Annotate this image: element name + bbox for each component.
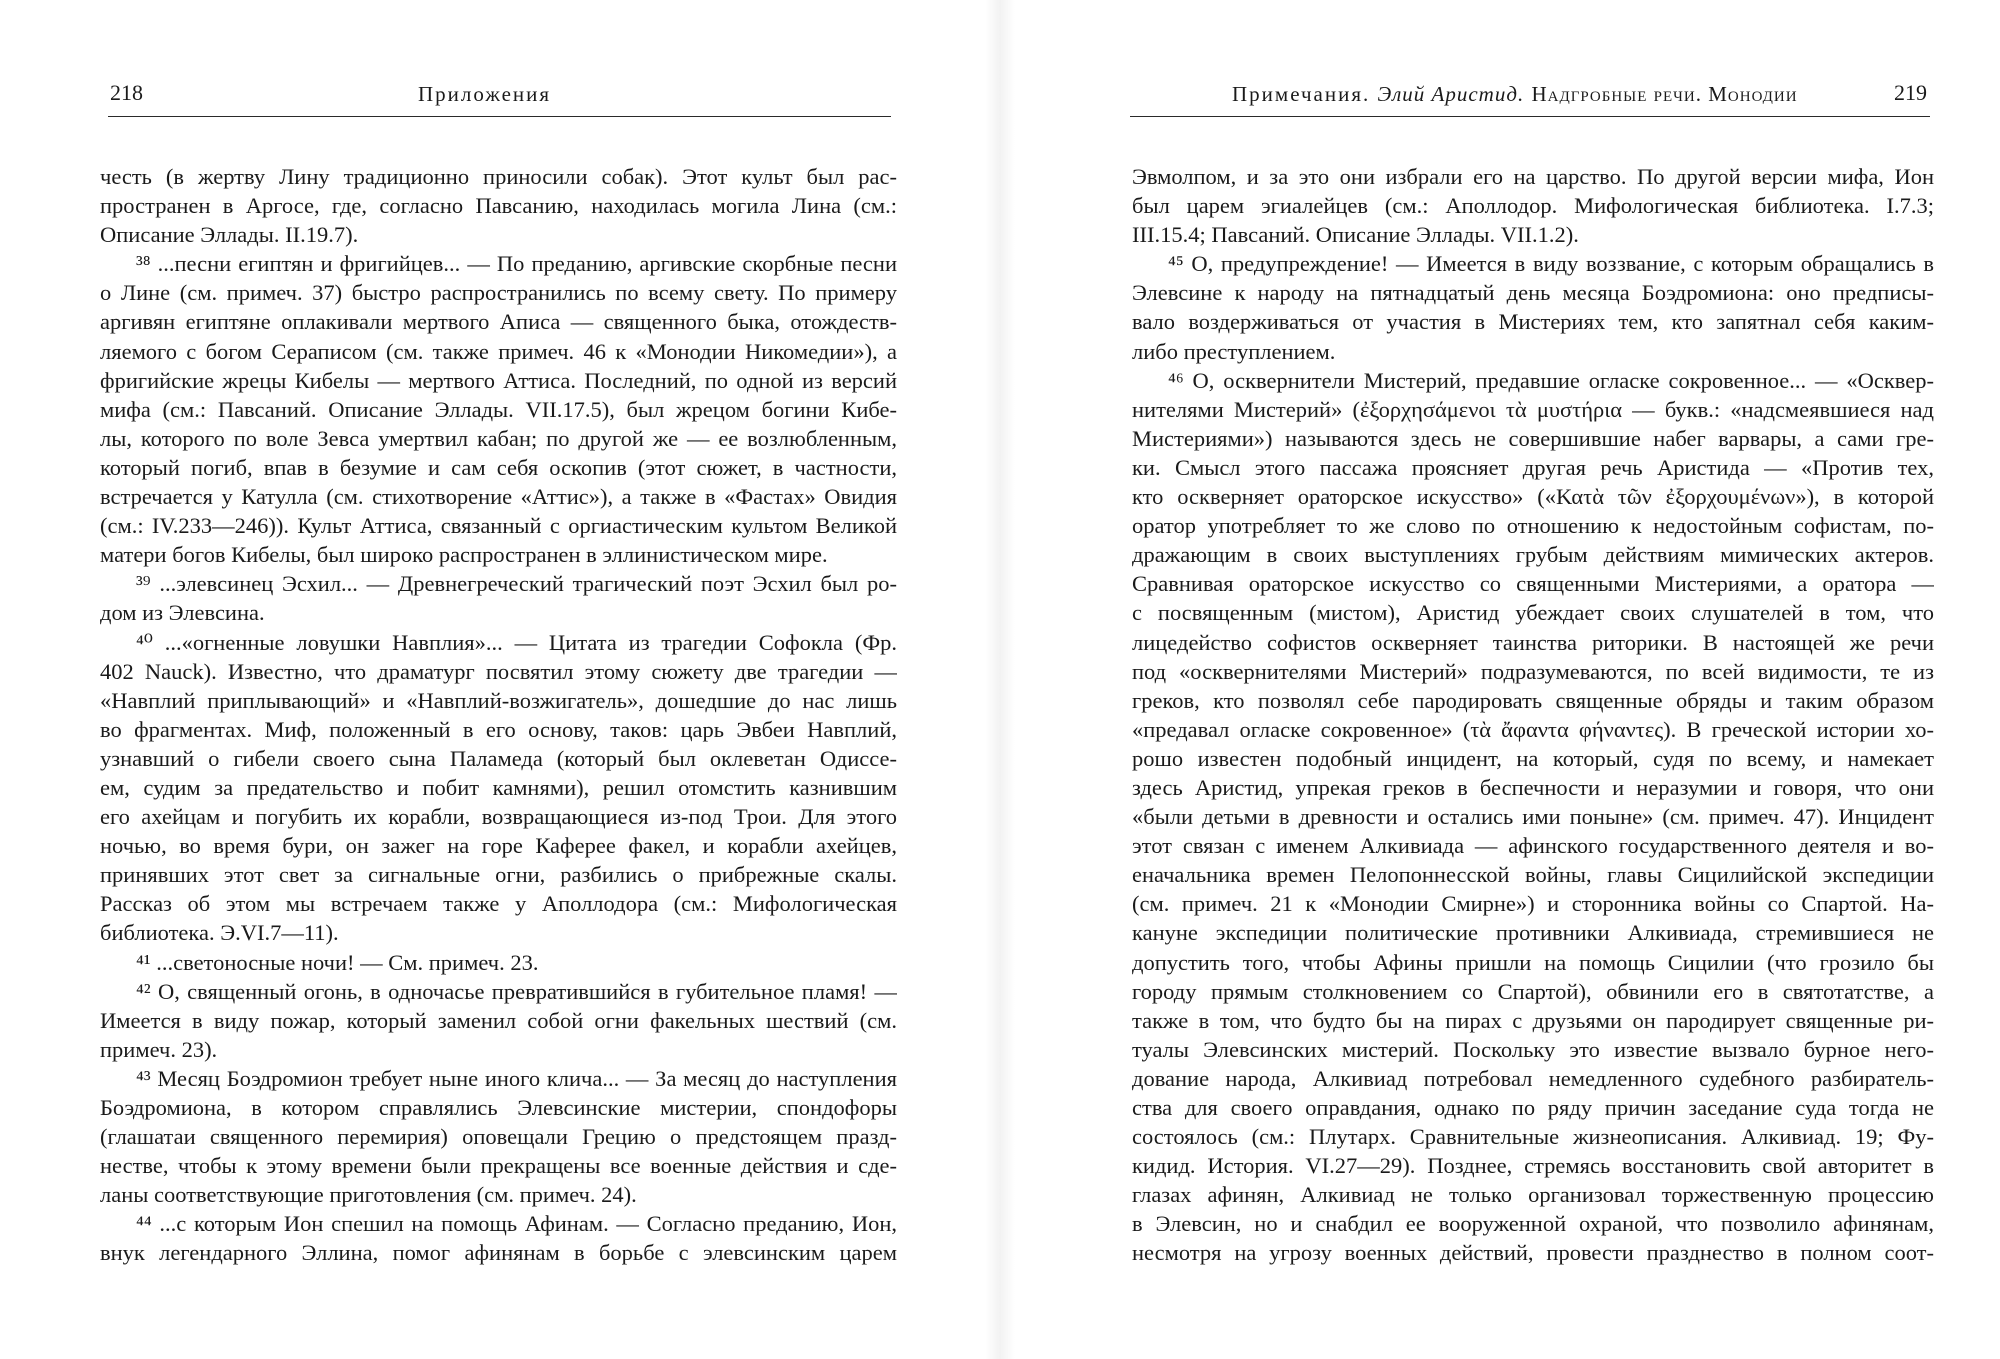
text-line: пространен в Аргосе, где, согласно Павсанию, находилась могила Лина (см.: <box>100 193 897 219</box>
text-line: внук легендарного Эллина, помог афинянам в борьбе с элевсинским царем <box>100 1240 897 1266</box>
text-line: вало воздерживаться от участия в Мистериях тем, кто запятнал себя каким- <box>1132 309 1934 335</box>
text-line: «были детьми в древности и остались ими поныне» (см. примеч. 47). Инцидент <box>1132 804 1934 830</box>
text-line: ночью, во время бури, он зажег на горе Кафереe факел, и корабли ахейцев, <box>100 833 897 859</box>
text-line: библиотека. Э.VI.7—11). <box>100 920 339 946</box>
running-head-title: Надгробные речи. Монодии <box>1531 82 1798 106</box>
text-line: здесь Аристид, упрекая греков в беспечности и неразумии и говоря, что они <box>1132 774 1934 800</box>
text-line: кануне экспедиции политические противники Алкивиада, стремившиеся не <box>1132 920 1934 946</box>
text-line: честь (в жертву Лину традиционно приносили собак). Этот культ был рас- <box>100 164 897 189</box>
header-rule <box>108 116 891 117</box>
text-line: Сравнивая ораторское искусство со священными Мистериями, а оратора — <box>1132 571 1934 597</box>
text-line: Элевсине к народу на пятнадцатый день месяца Боэдромиона: оно предписы- <box>1132 280 1934 306</box>
text-line: мифа (см.: Павсаний. Описание Эллады. VII.17.5), был жрецом богини Кибе- <box>100 396 897 422</box>
text-line: кто оскверняет ораторское искусство» («Κατὰ τῶν ἐξορχουμένων»), в которой <box>1132 484 1934 510</box>
text-line: Рассказ об этом мы встречаем также у Аполлодора (см.: Мифологическая <box>100 891 897 917</box>
text-line: в Элевсин, но и снабдил ее вооруженной охраной, что позволило афинянам, <box>1132 1211 1934 1237</box>
text-line: кидид. История. VI.27—29). Позднее, стремясь восстановить свой авторитет в <box>1132 1153 1934 1179</box>
text-line: «предавал огласке сокровенное» (τὰ ἄφαντα φήναντες). В греческой истории хо- <box>1132 716 1934 742</box>
text-line: Боэдромиона, в котором справлялись Элевсинские мистерии, спондофоры <box>100 1095 897 1120</box>
text-line: был царем эгиалейцев (см.: Аполлодор. Мифологическая библиотека. I.7.3; <box>1132 193 1934 219</box>
note-38: ³⁸ ...песни египтян и фригийцев... — По преданию, аргивские скорбные песни <box>136 251 897 277</box>
text-line: матери богов Кибелы, был широко распространен в эллинистическом мире. <box>100 542 828 568</box>
text-line: дом из Элевсина. <box>100 600 265 626</box>
note-41: ⁴¹ ...светоносные ночи! — См. примеч. 23. <box>136 949 539 975</box>
text-line: дование народа, Алкивиад потребовал немедленного судебного разбиратель- <box>1132 1065 1934 1091</box>
text-line: фригийские жрецы Кибелы — мертвого Аттиса. Последний, по одной из версий <box>100 367 897 393</box>
note-42: ⁴² О, священный огонь, в одночасье превратившийся в губительное пламя! — <box>136 978 897 1004</box>
page-text <box>100 162 897 1268</box>
text-line: нестве, чтобы к этому времени были прекращены все военные действия и сде- <box>100 1153 897 1179</box>
text-line: 402 Nauck). Известно, что драматург посвятил этому сюжету две трагедии — <box>100 658 897 684</box>
text-line: оратор употребляет то же слово по отношению к недостойным софистам, по- <box>1132 513 1934 539</box>
note-44: ⁴⁴ ...с которым Ион спешил на помощь Афинам. — Согласно преданию, Ион, <box>136 1211 897 1237</box>
text-line: который погиб, впав в безумие и сам себя оскопив (этот сюжет, в частности, <box>100 454 897 480</box>
text-line: узнавший о гибели своего сына Паламеда (который был оклеветан Одиссе- <box>100 745 897 771</box>
running-head-author: Элий Аристид. <box>1377 82 1525 106</box>
text-line: ем, судим за предательство и побит камнями), решил отомстить казнившим <box>100 774 897 800</box>
text-line: во фрагментах. Миф, положенный в его основу, таков: царь Эвбеи Навплий, <box>100 716 897 742</box>
text-line: еначальника времен Пелопоннесской войны, главы Сицилийской экспедиции <box>1132 862 1934 888</box>
text-line: Описание Эллады. II.19.7). <box>100 222 359 248</box>
text-line: ки. Смысл этого пассажа проясняет другая речь Аристида — «Против тех, <box>1132 454 1934 480</box>
text-line: (см.: IV.233—246)). Культ Аттиса, связанный с оргиастическим культом Великой <box>100 513 897 539</box>
right-page <box>1000 0 2000 1359</box>
text-line: принявших этот свет за сигнальные огни, разбились о прибрежные скалы. <box>100 862 897 888</box>
text-line: нителями Мистерий» (ἐξορχησάμενοι τὰ μυστήρια — букв.: «надсмеявшиеся над <box>1132 396 1934 422</box>
text-line: встречается у Катулла (см. стихотворение «Аттис»), а также в «Фастах» Овидия <box>100 484 897 510</box>
text-line: (см. примеч. 21 к «Монодии Смирне») и сторонника войны со Спартой. На- <box>1132 891 1934 917</box>
text-line: ляемого с богом Сераписом (см. также примеч. 46 к «Монодии Никомедии»), а <box>100 338 897 364</box>
text-line: ства для своего оправдания, однако по ряду причин заседание суда тогда не <box>1132 1095 1934 1120</box>
note-46: ⁴⁶ О, осквернители Мистерий, предавшие огласке сокровенное... — «Осквер- <box>1168 367 1934 393</box>
text-line: примеч. 23). <box>100 1036 218 1062</box>
text-line: лы, которого по воле Зевса умертвил кабан; по другой же — ее возлюбленным, <box>100 425 897 451</box>
text-line: Мистериями») называются здесь не совершившие набег варвары, а сами гре- <box>1132 425 1934 451</box>
text-line: либо преступлением. <box>1132 338 1336 364</box>
running-head-section: Примечания. <box>1232 82 1371 106</box>
header-rule <box>1130 116 1930 117</box>
text-line: греков, кто позволял себе пародировать священные обряды и таким образом <box>1132 687 1934 713</box>
page-number: 218 <box>110 80 143 105</box>
text-line: несмотря на угрозу военных действий, провести празднество в полном соот- <box>1132 1240 1934 1266</box>
text-line: (глашатаи священного перемирия) оповещали Грецию о предстоящем празд- <box>100 1124 897 1150</box>
text-line: городу прямым столкновением со Спартой), обвинили его в святотатстве, а <box>1132 978 1934 1004</box>
note-39: ³⁹ ...элевсинец Эсхил... — Древнегреческий трагический поэт Эсхил был ро- <box>136 571 897 597</box>
running-head <box>1232 82 1798 107</box>
text-line: допустить того, чтобы Афины пришли на помощь Сицилии (что грозило бы <box>1132 949 1934 975</box>
page-text <box>1132 162 1934 1268</box>
text-line: ланы соответствующие приготовления (см. примеч. 24). <box>100 1182 637 1208</box>
text-line: также в том, что будто бы на пирах с друзьями он пародирует священные ри- <box>1132 1007 1934 1033</box>
text-line: «Навплий приплывающий» и «Навплий-возжигатель», дошедшие до нас лишь <box>100 687 897 713</box>
text-line: Имеется в виду пожар, который заменил собой огни факельных шествий (см. <box>100 1007 897 1033</box>
text-line: туалы Элевсинских мистерий. Поскольку это известие вызвало бурное него- <box>1132 1036 1934 1062</box>
text-line: состоялось (см.: Плутарх. Сравнительные жизнеописания. Алкивиад. 19; Фу- <box>1132 1124 1934 1150</box>
text-line: Эвмолпом, и за это они избрали его на царство. По другой версии мифа, Ион <box>1132 164 1934 189</box>
text-line: аргивян египтяне оплакивали мертвого Аписа — священного быка, отождеств- <box>100 309 897 335</box>
note-43: ⁴³ Месяц Боэдромион требует ныне иного клича... — За месяц до наступления <box>136 1065 897 1091</box>
text-line: этот связан с именем Алкивиада — афинского государственного деятеля и во- <box>1132 833 1934 859</box>
note-45: ⁴⁵ О, предупреждение! — Имеется в виду воззвание, с которым обращались в <box>1168 251 1934 277</box>
text-line: глазах афинян, Алкивиад не только организовал торжественную процессию <box>1132 1182 1934 1208</box>
text-line: III.15.4; Павсаний. Описание Эллады. VII.1.2). <box>1132 222 1579 248</box>
page-number: 219 <box>1894 80 1927 105</box>
text-line: лицедейство софистов оскверняет таинства риторики. В настоящей же речи <box>1132 629 1934 655</box>
text-line: дражающим в своих выступлениях грубым действиям мимических актеров. <box>1132 542 1934 568</box>
text-line: с посвященным (мистом), Аристид убеждает своих слушателей в том, что <box>1132 600 1934 626</box>
note-40: ⁴⁰ ...«огненные ловушки Навплия»... — Цитата из трагедии Софокла (Фр. <box>136 629 897 655</box>
text-line: под «осквернителями Мистерий» подразумеваются, по всей видимости, те из <box>1132 658 1934 684</box>
running-head: Приложения <box>418 82 552 106</box>
text-line: о Лине (см. примеч. 37) быстро распространились по всему свету. По примеру <box>100 280 897 306</box>
text-line: рошо известен подобный инцидент, на который, судя по всему, и намекает <box>1132 745 1934 771</box>
text-line: его ахейцам и погубить их корабли, возвращающиеся из-под Трои. Для этого <box>100 804 897 830</box>
